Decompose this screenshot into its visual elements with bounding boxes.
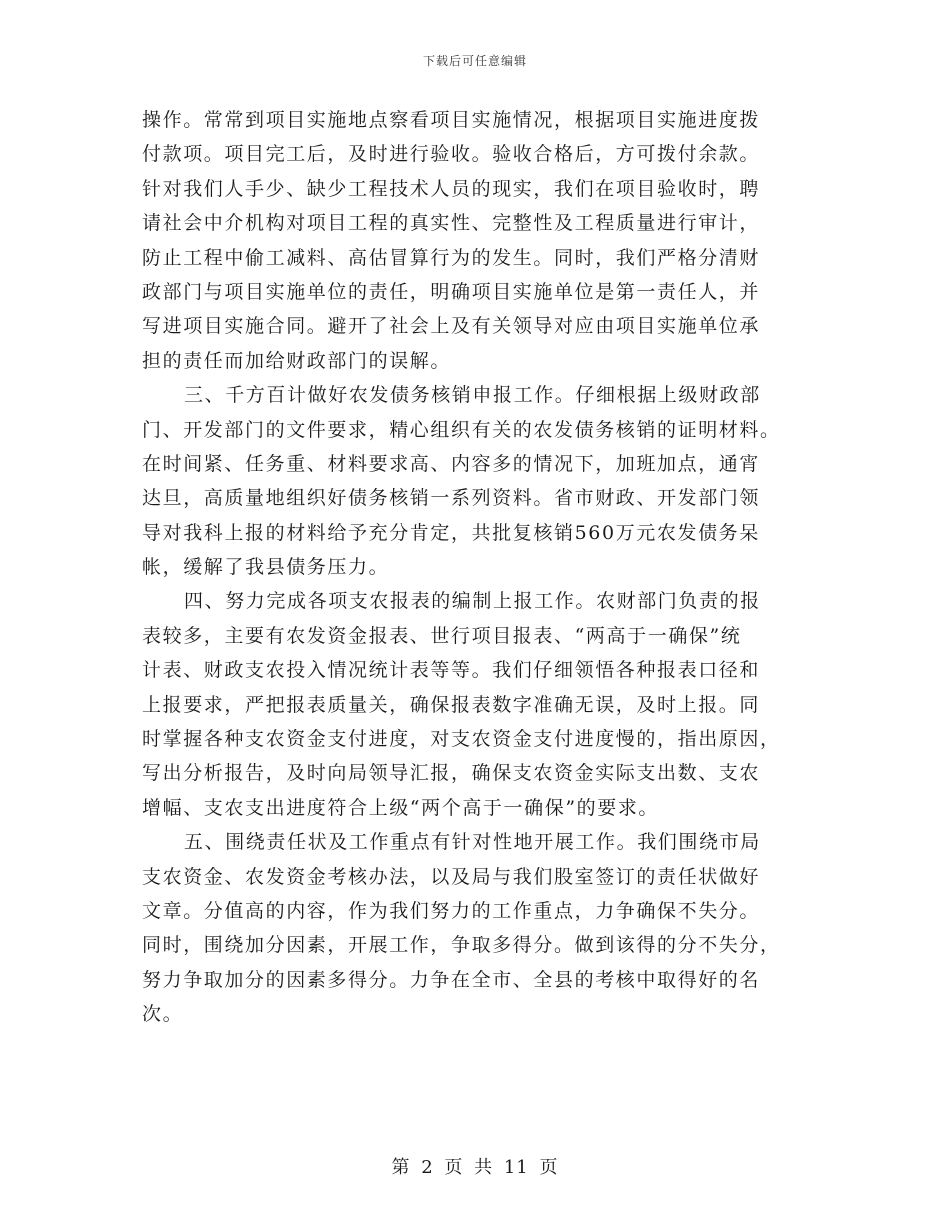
text-line: 计表、财政支农投入情况统计表等等。我们仔细领悟各种报表口径和 <box>142 659 761 682</box>
text-line: 导对我科上报的材料给予充分肯定，共批复核销560万元农发债务呆 <box>142 521 760 544</box>
text-line: 时掌握各种支农资金支付进度，对支农资金支付进度慢的，指出原因， <box>142 728 781 751</box>
text-line: 达旦，高质量地组织好债务核销一系列资料。省市财政、开发部门领 <box>142 487 761 510</box>
text-line: 帐，缓解了我县债务压力。 <box>142 556 390 579</box>
text-line: 增幅、支农支出进度符合上级“两个高于一确保”的要求。 <box>142 796 660 819</box>
page-header-note: 下载后可任意编辑 <box>422 54 527 68</box>
text-line: 操作。常常到项目实施地点察看项目实施情况，根据项目实施进度拨 <box>142 109 761 131</box>
text-line: 表较多，主要有农发资金报表、世行项目报表、“两高于一确保”统 <box>142 624 742 647</box>
text-line: 担的责任而加给财政部门的误解。 <box>142 349 452 372</box>
text-line: 防止工程中偷工减料、高估冒算行为的发生。同时，我们严格分清财 <box>142 246 761 269</box>
text-line: 努力争取加分的因素多得分。力争在全市、全县的考核中取得好的名 <box>142 968 761 991</box>
paragraph-start-line: 四、努力完成各项支农报表的编制上报工作。农财部门负责的报 <box>184 590 761 613</box>
text-line: 针对我们人手少、缺少工程技术人员的现实，我们在项目验收时，聘 <box>142 177 761 200</box>
paragraph-start-line: 三、千方百计做好农发债务核销申报工作。仔细根据上级财政部 <box>184 384 761 407</box>
paragraph-start-line: 五、围绕责任状及工作重点有针对性地开展工作。我们围绕市局 <box>184 831 761 854</box>
text-line: 门、开发部门的文件要求，精心组织有关的农发债务核销的证明材料。 <box>142 418 781 441</box>
page-number: 第 2 页 共 11 页 <box>391 1157 559 1178</box>
text-line: 请社会中介机构对项目工程的真实性、完整性及工程质量进行审计， <box>142 212 761 235</box>
text-line: 文章。分值高的内容，作为我们努力的工作重点，力争确保不失分。 <box>142 899 761 922</box>
text-line: 次。 <box>142 1003 184 1026</box>
text-line: 写出分析报告，及时向局领导汇报，确保支农资金实际支出数、支农 <box>142 762 761 785</box>
text-line: 付款项。项目完工后，及时进行验收。验收合格后，方可拨付余款。 <box>142 143 761 166</box>
text-line: 上报要求，严把报表质量关，确保报表数字准确无误，及时上报。同 <box>142 693 761 716</box>
text-line: 在时间紧、任务重、材料要求高、内容多的情况下，加班加点，通宵 <box>142 452 761 475</box>
text-line: 政部门与项目实施单位的责任，明确项目实施单位是第一责任人，并 <box>142 280 761 303</box>
text-line: 写进项目实施合同。避开了社会上及有关领导对应由项目实施单位承 <box>142 315 761 338</box>
text-line: 支农资金、农发资金考核办法，以及局与我们股室签订的责任状做好 <box>142 865 761 888</box>
text-line: 同时，围绕加分因素，开展工作，争取多得分。做到该得的分不失分， <box>142 934 781 957</box>
document-body <box>142 103 802 1032</box>
